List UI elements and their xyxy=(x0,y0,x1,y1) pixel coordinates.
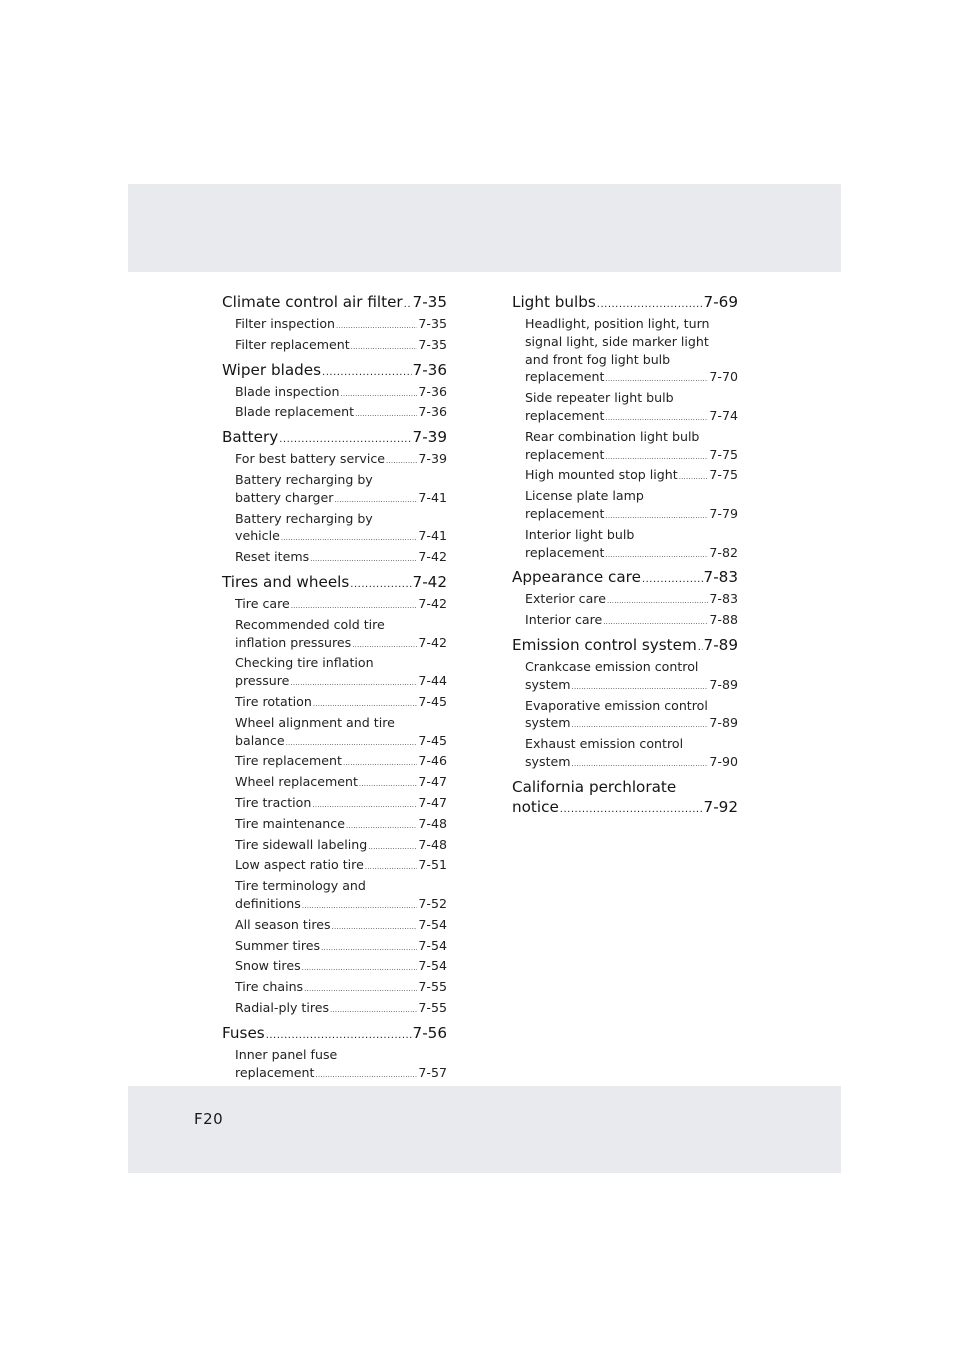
leader-dots xyxy=(642,570,703,590)
subentry-label: Summer tires xyxy=(235,937,321,953)
subentry-wrap-line: Headlight, position light, turn xyxy=(525,316,710,331)
subentry-label: Tire rotation xyxy=(235,693,312,709)
entry-page: 7-89 xyxy=(703,635,738,654)
index-subentry[interactable] xyxy=(222,595,447,616)
entry-title: notice xyxy=(512,797,559,816)
leader-dots xyxy=(350,575,411,595)
leader-dots xyxy=(560,800,703,820)
subentry-page: 7-47 xyxy=(418,794,447,810)
leader-dots xyxy=(355,406,417,424)
subentry-label: Filter replacement xyxy=(235,336,350,352)
subentry-wrap-line: Crankcase emission control xyxy=(525,658,699,674)
entry-page: 7-39 xyxy=(412,428,447,447)
index-entry-fuses[interactable] xyxy=(222,1023,447,1046)
leader-dots xyxy=(321,940,417,958)
index-subentry[interactable] xyxy=(512,714,738,735)
leader-dots xyxy=(605,547,708,565)
subentry-page: 7-89 xyxy=(709,676,738,692)
subentry-page: 7-55 xyxy=(418,999,447,1015)
subentry-label: balance xyxy=(235,732,285,748)
leader-dots xyxy=(346,818,417,836)
leader-dots xyxy=(322,363,412,383)
entry-page: 7-42 xyxy=(412,572,447,591)
subentry-label: High mounted stop light xyxy=(525,467,678,483)
subentry-label: Wheel replacement xyxy=(235,774,358,790)
index-entry-emission-control[interactable] xyxy=(512,635,738,658)
entry-page: 7-56 xyxy=(412,1023,447,1042)
subentry-label: Blade inspection xyxy=(235,383,340,399)
subentry-wrap-line: Checking tire inflation xyxy=(235,655,374,671)
index-subentry[interactable] xyxy=(222,634,447,655)
subentry-page: 7-89 xyxy=(709,715,738,731)
index-subentry[interactable] xyxy=(512,590,738,611)
subentry-label: inflation pressures xyxy=(235,634,352,650)
leader-dots xyxy=(334,492,417,510)
leader-dots xyxy=(279,430,411,450)
leader-dots xyxy=(304,981,417,999)
subentry-label: Tire replacement xyxy=(235,753,342,769)
index-subentry[interactable] xyxy=(222,315,447,336)
index-subentry[interactable] xyxy=(222,957,447,978)
entry-wrap-line: California perchlorate xyxy=(512,777,677,796)
entry-page: 7-36 xyxy=(412,360,447,379)
subentry-page: 7-46 xyxy=(418,753,447,769)
subentry-page: 7-42 xyxy=(418,549,447,565)
leader-dots xyxy=(572,717,709,735)
subentry-page: 7-41 xyxy=(418,489,447,505)
subentry-page: 7-79 xyxy=(709,505,738,521)
entry-title: Light bulbs xyxy=(512,293,596,311)
subentry-page: 7-57 xyxy=(418,1064,447,1080)
subentry-label: Radial-ply tires xyxy=(235,999,330,1015)
leader-dots xyxy=(603,614,708,632)
entry-page: 7-83 xyxy=(703,568,738,587)
index-subentry[interactable] xyxy=(222,895,447,916)
subentry-page: 7-75 xyxy=(709,446,738,462)
subentry-label: replacement xyxy=(525,369,605,385)
subentry-wrap-line: Recommended cold tire xyxy=(235,616,385,632)
leader-dots xyxy=(572,756,709,774)
subentry-wrap-line: Inner panel fuse xyxy=(235,1046,338,1062)
index-subentry[interactable] xyxy=(222,836,447,857)
subentry-page: 7-88 xyxy=(709,612,738,628)
subentry-label: Tire maintenance xyxy=(235,815,345,831)
subentry-label: All season tires xyxy=(235,916,331,932)
subentry-label: Exterior care xyxy=(525,591,606,607)
subentry-label: system xyxy=(525,753,571,769)
leader-dots xyxy=(290,675,417,693)
index-subentry[interactable] xyxy=(222,916,447,937)
entry-title: Climate control air filter xyxy=(222,293,403,311)
subentry-page: 7-41 xyxy=(418,528,447,544)
leader-dots xyxy=(679,469,709,487)
subentry-wrap-line: Exhaust emission control xyxy=(525,736,684,752)
subentry-page: 7-54 xyxy=(418,958,447,974)
index-subentry[interactable] xyxy=(222,383,447,404)
leader-dots xyxy=(343,755,417,773)
subentry-wrap-line: License plate lamp xyxy=(525,488,644,504)
subentry-page: 7-51 xyxy=(418,857,447,873)
leader-dots xyxy=(607,593,708,611)
leader-dots xyxy=(291,598,418,616)
subentry-page: 7-70 xyxy=(709,369,738,385)
subentry-page: 7-52 xyxy=(418,895,447,911)
subentry-label: Tire sidewall labeling xyxy=(235,836,368,852)
entry-page: 7-35 xyxy=(412,293,447,311)
leader-dots xyxy=(597,295,703,315)
index-subentry[interactable] xyxy=(222,999,447,1020)
leader-dots xyxy=(605,508,708,526)
index-entry-light-bulbs[interactable] xyxy=(512,292,738,315)
subentry-page: 7-83 xyxy=(709,591,738,607)
index-subentry[interactable] xyxy=(512,505,738,526)
index-subentry[interactable] xyxy=(222,794,447,815)
subentry-label: replacement xyxy=(235,1064,315,1080)
leader-dots xyxy=(266,1026,412,1046)
leader-dots xyxy=(313,696,418,714)
index-subentry[interactable] xyxy=(222,693,447,714)
subentry-page: 7-42 xyxy=(418,634,447,650)
entry-title: Battery xyxy=(222,428,279,447)
subentry-page: 7-48 xyxy=(418,836,447,852)
subentry-label: replacement xyxy=(525,407,605,423)
index-subentry[interactable] xyxy=(512,611,738,632)
entry-title: Tires and wheels xyxy=(222,572,350,591)
subentry-label: Tire care xyxy=(235,595,290,611)
subentry-page: 7-35 xyxy=(418,336,447,352)
subentry-label: system xyxy=(525,715,571,731)
subentry-wrap-line: Side repeater light bulb xyxy=(525,390,674,406)
index-subentry[interactable] xyxy=(512,368,738,389)
index-subentry[interactable] xyxy=(222,856,447,877)
subentry-label: Tire traction xyxy=(235,794,312,810)
leader-dots xyxy=(605,371,708,389)
subentry-wrap-line: Tire terminology and xyxy=(235,878,366,894)
subentry-page: 7-48 xyxy=(418,815,447,831)
leader-dots xyxy=(310,551,417,569)
index-subentry[interactable] xyxy=(512,466,738,487)
subentry-page: 7-90 xyxy=(709,753,738,769)
subentry-label: Reset items xyxy=(235,549,310,565)
entry-page: 7-69 xyxy=(703,293,738,311)
subentry-wrap-line: Interior light bulb xyxy=(525,526,635,542)
leader-dots xyxy=(286,735,418,753)
entry-title: Wiper blades xyxy=(222,360,322,379)
leader-dots xyxy=(302,960,418,978)
leader-dots xyxy=(359,776,418,794)
subentry-label: Tire chains xyxy=(235,979,304,995)
subentry-label: replacement xyxy=(525,446,605,462)
index-subentry[interactable] xyxy=(222,1064,447,1085)
subentry-wrap-line: Evaporative emission control xyxy=(525,697,708,713)
index-entry-battery[interactable] xyxy=(222,427,447,450)
index-column-right xyxy=(512,292,738,820)
subentry-wrap-line: Rear combination light bulb xyxy=(525,428,700,444)
index-entry-climate-filter[interactable] xyxy=(222,292,447,315)
leader-dots xyxy=(605,410,708,428)
leader-dots xyxy=(302,898,418,916)
leader-dots xyxy=(404,295,412,315)
subentry-page: 7-36 xyxy=(418,404,447,420)
index-subentry[interactable] xyxy=(222,773,447,794)
subentry-label: Interior care xyxy=(525,612,603,628)
subentry-page: 7-44 xyxy=(418,673,447,689)
index-column-left xyxy=(222,292,447,1161)
index-subentry[interactable] xyxy=(512,446,738,467)
index-subentry[interactable] xyxy=(512,544,738,565)
index-subentry[interactable] xyxy=(222,978,447,999)
entry-title: Emission control system xyxy=(512,635,697,654)
subentry-wrap-line: signal light, side marker light xyxy=(525,333,709,349)
subentry-label: Filter inspection xyxy=(235,316,336,331)
subentry-label: battery charger xyxy=(235,489,334,505)
subentry-label: Snow tires xyxy=(235,958,301,974)
subentry-label: system xyxy=(525,676,571,692)
index-subentry[interactable] xyxy=(512,676,738,697)
index-subentry[interactable] xyxy=(222,672,447,693)
index-subentry[interactable] xyxy=(222,336,447,357)
index-entry-wiper-blades[interactable] xyxy=(222,360,447,383)
index-subentry[interactable] xyxy=(222,450,447,471)
index-subentry[interactable] xyxy=(222,815,447,836)
index-subentry[interactable] xyxy=(222,548,447,569)
index-subentry[interactable] xyxy=(222,732,447,753)
index-entry-tires-wheels[interactable] xyxy=(222,572,447,595)
index-subentry[interactable] xyxy=(512,753,738,774)
subentry-wrap-line: Battery recharging by xyxy=(235,471,373,487)
subentry-wrap-line: and front fog light bulb xyxy=(525,351,671,367)
leader-dots xyxy=(368,839,417,857)
index-subentry[interactable] xyxy=(222,752,447,773)
leader-dots xyxy=(312,797,417,815)
subentry-page: 7-45 xyxy=(418,732,447,748)
footer-band xyxy=(128,1086,841,1173)
subentry-page: 7-39 xyxy=(418,451,447,467)
leader-dots xyxy=(336,318,417,336)
index-subentry[interactable] xyxy=(222,489,447,510)
leader-dots xyxy=(332,919,418,937)
index-subentry[interactable] xyxy=(222,527,447,548)
header-band xyxy=(128,184,841,272)
subentry-wrap-line: Battery recharging by xyxy=(235,510,373,526)
entry-page: 7-92 xyxy=(703,797,738,816)
leader-dots xyxy=(386,453,417,471)
leader-dots xyxy=(572,679,709,697)
subentry-label: replacement xyxy=(525,544,605,560)
subentry-page: 7-42 xyxy=(418,595,447,611)
index-subentry[interactable] xyxy=(222,403,447,424)
subentry-page: 7-45 xyxy=(418,693,447,709)
subentry-page: 7-82 xyxy=(709,544,738,560)
index-subentry[interactable] xyxy=(512,407,738,428)
entry-title: Appearance care xyxy=(512,568,641,587)
entry-title: Fuses xyxy=(222,1023,265,1042)
leader-dots xyxy=(315,1067,417,1085)
leader-dots xyxy=(330,1002,417,1020)
index-entry-perchlorate-notice[interactable] xyxy=(512,797,738,820)
subentry-page: 7-74 xyxy=(709,407,738,423)
subentry-page: 7-75 xyxy=(709,467,738,483)
subentry-label: definitions xyxy=(235,895,301,911)
leader-dots xyxy=(352,637,417,655)
leader-dots xyxy=(340,386,417,404)
index-entry-appearance-care[interactable] xyxy=(512,567,738,590)
page-number: F20 xyxy=(194,1110,224,1128)
subentry-label: Low aspect ratio tire xyxy=(235,857,364,873)
subentry-page: 7-35 xyxy=(418,316,447,331)
leader-dots xyxy=(365,859,418,877)
subentry-page: 7-55 xyxy=(418,979,447,995)
subentry-label: For best battery service xyxy=(235,451,386,467)
leader-dots xyxy=(605,449,708,467)
subentry-page: 7-54 xyxy=(418,937,447,953)
leader-dots xyxy=(351,339,418,357)
leader-dots xyxy=(281,530,418,548)
subentry-label: Blade replacement xyxy=(235,404,355,420)
subentry-page: 7-36 xyxy=(418,383,447,399)
subentry-page: 7-54 xyxy=(418,916,447,932)
leader-dots xyxy=(698,638,703,658)
subentry-label: vehicle xyxy=(235,528,280,544)
subentry-label: replacement xyxy=(525,505,605,521)
index-subentry[interactable] xyxy=(222,937,447,958)
subentry-label: pressure xyxy=(235,673,290,689)
subentry-page: 7-47 xyxy=(418,774,447,790)
subentry-wrap-line: Wheel alignment and tire xyxy=(235,714,395,730)
